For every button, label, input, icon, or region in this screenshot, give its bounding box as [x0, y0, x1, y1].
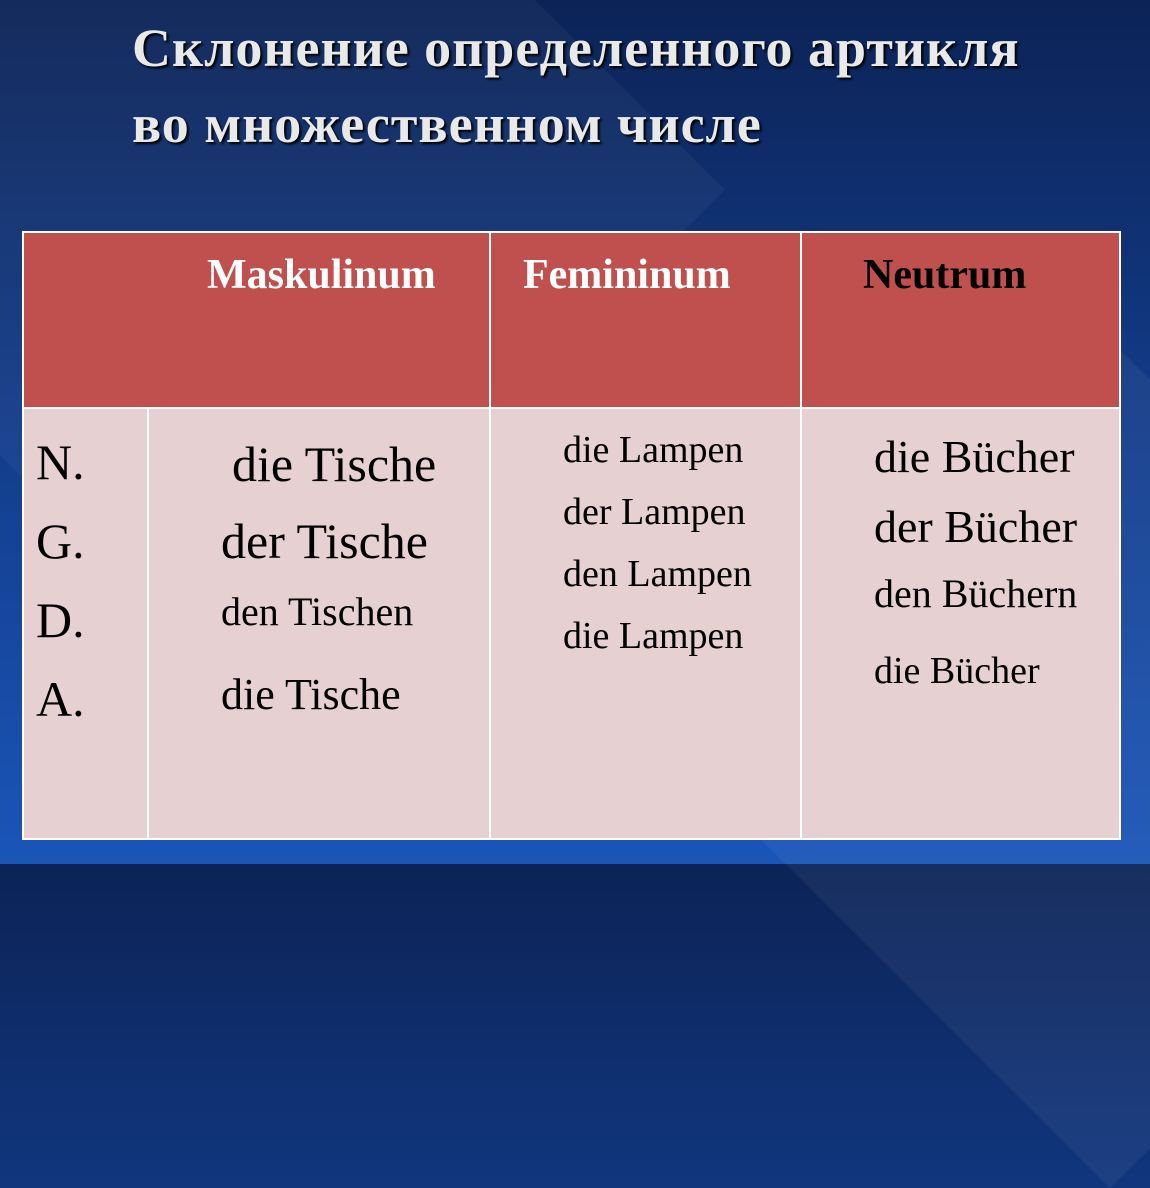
case-column [23, 408, 148, 839]
maskulinum-column [148, 408, 490, 839]
case-label: G. [36, 513, 85, 569]
header-neutrum: Neutrum [863, 252, 1027, 298]
form-dative: den Tischen [221, 589, 414, 634]
form-genitive: der Lampen [563, 491, 746, 533]
table-body-row [23, 408, 1120, 839]
form-accusative: die Bücher [874, 650, 1040, 692]
neutrum-column [801, 408, 1120, 839]
form-genitive: der Tische [221, 513, 428, 569]
header-cell-femininum [490, 232, 801, 408]
case-label: A. [36, 671, 85, 727]
form-nominative: die Lampen [563, 429, 744, 471]
declension-table [22, 231, 1121, 840]
form-accusative: die Tische [221, 670, 401, 719]
case-label: N. [36, 434, 85, 490]
form-nominative: die Bücher [874, 431, 1075, 482]
header-cell-maskulinum [23, 232, 490, 408]
header-femininum: Femininum [523, 252, 731, 298]
femininum-column [490, 408, 801, 839]
form-genitive: der Bücher [874, 501, 1078, 552]
form-dative: den Büchern [874, 571, 1078, 616]
header-cell-neutrum [801, 232, 1120, 408]
form-nominative: die Tische [232, 436, 437, 492]
header-maskulinum: Maskulinum [207, 252, 436, 298]
case-label: D. [36, 592, 85, 648]
slide-title: Склонение определенного артикля во множественном числе [132, 18, 1020, 154]
form-accusative: die Lampen [563, 615, 744, 657]
table-header-row [23, 232, 1120, 408]
form-dative: den Lampen [563, 553, 752, 595]
